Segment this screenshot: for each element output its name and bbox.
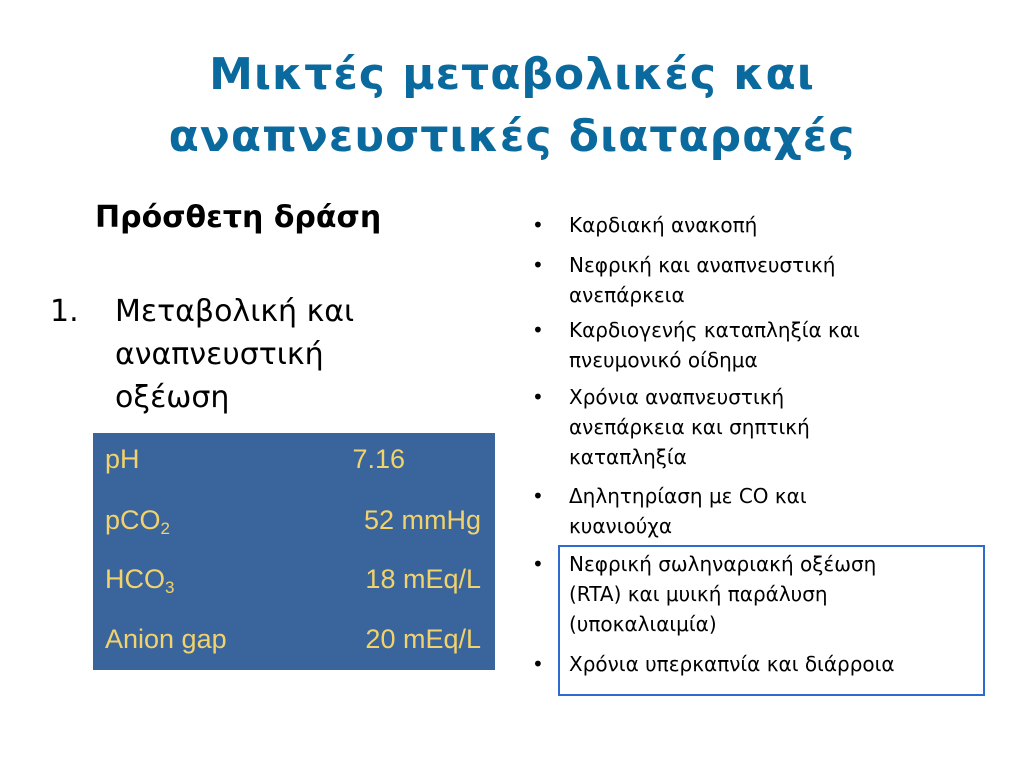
list-item-text-line-3: οξέωση <box>115 380 230 415</box>
list-item-line: Νεφρική σωληναριακή οξέωση <box>569 552 877 576</box>
list-item-text <box>569 210 979 240</box>
table-cell-label: pCO$_2$ <box>105 505 170 538</box>
table-row <box>93 505 495 545</box>
list-item-number: 1. <box>50 294 79 329</box>
list-item-text-line-1: Μεταβολική και <box>115 294 355 329</box>
table-row <box>93 444 495 484</box>
table-cell-value: 52 mmHg <box>363 505 481 535</box>
list-item-line: καταπληξία <box>569 445 687 469</box>
section-subheading: Πρόσθετη δράση <box>95 200 382 235</box>
list-item-text <box>115 290 435 419</box>
bullet-marker: • <box>532 484 544 508</box>
slide-title-line-1: Μικτές μεταβολικές και <box>209 49 815 100</box>
bullet-marker: • <box>532 253 544 277</box>
list-item-line: Δηλητηρίαση με CO και <box>569 484 807 508</box>
list-item-text <box>569 250 979 310</box>
bullet-marker: • <box>532 552 544 576</box>
table-cell-label: Anion gap <box>105 624 227 654</box>
list-item-line: Χρόνια αναπνευστική <box>569 385 785 409</box>
table-cell-value: 18 mEq/L <box>365 564 481 594</box>
list-item-text <box>569 315 979 375</box>
list-item-text <box>569 481 979 541</box>
bullet-marker: • <box>532 652 544 676</box>
table-cell-value: 7.16 <box>352 444 405 474</box>
list-item-line: ανεπάρκεια <box>569 283 685 307</box>
list-item-text-line-2: αναπνευστική <box>115 337 324 372</box>
bullet-marker: • <box>532 318 544 342</box>
slide-title-line-2: αναπνευστικές διαταραχές <box>168 111 856 162</box>
lab-values-table <box>93 433 495 670</box>
table-row <box>93 564 495 604</box>
table-row <box>93 624 495 664</box>
bullet-marker: • <box>532 385 544 409</box>
list-item-line: Νεφρική και αναπνευστική <box>569 253 836 277</box>
list-item-line: (RTA) και μυική παράλυση <box>569 582 828 606</box>
list-item-line: Καρδιακή ανακοπή <box>569 213 758 237</box>
highlight-box <box>558 545 985 696</box>
slide-title <box>60 44 964 168</box>
list-item-line: Καρδιογενής καταπληξία και <box>569 318 860 342</box>
table-cell-value: 20 mEq/L <box>365 624 481 654</box>
table-cell-label: pH <box>105 444 140 474</box>
table-cell-label: $HCO_3$ <box>105 564 175 597</box>
list-item-line: πνευμονικό οίδημα <box>569 348 758 372</box>
list-item-line: Χρόνια υπερκαπνία και διάρροια <box>569 652 895 676</box>
bullet-marker: • <box>532 213 544 237</box>
list-item-line: κυανιούχα <box>569 514 673 538</box>
list-item-line: (υποκαλιαιμία) <box>569 612 717 636</box>
list-item-text <box>569 382 979 472</box>
list-item-line: ανεπάρκεια και σηπτική <box>569 415 810 439</box>
